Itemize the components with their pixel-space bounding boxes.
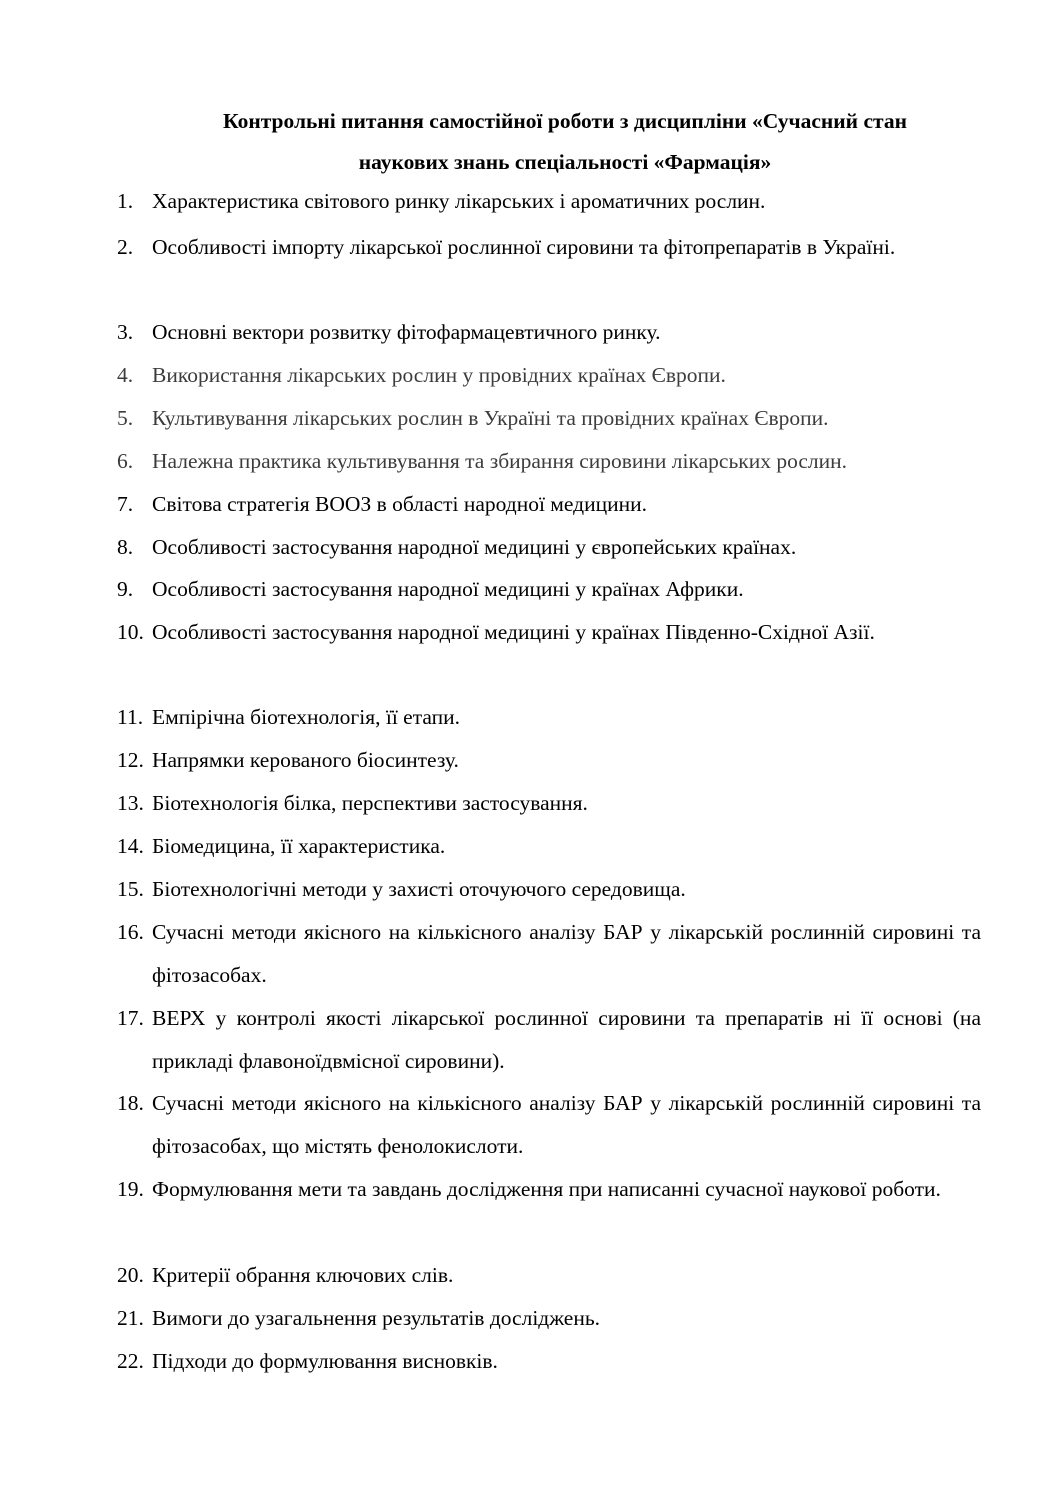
page-title (150, 101, 980, 183)
question-text: Вимоги до узагальнення результатів досліджень. (152, 1306, 601, 1330)
question-number: 14. (117, 834, 144, 858)
question-number: 7. (117, 492, 134, 516)
question-number: 19. (117, 1177, 144, 1201)
question-number: 2. (117, 235, 134, 259)
question-number: 21. (117, 1306, 144, 1330)
question-text: Біотехнологічні методи у захисті оточуючого середовища. (152, 877, 686, 901)
question-number: 18. (117, 1091, 144, 1115)
question-text: Біомедицина, її характеристика. (152, 834, 446, 858)
question-number: 6. (117, 449, 134, 473)
question-number: 10. (117, 620, 144, 644)
question-text: Емпірічна біотехнологія, її етапи. (152, 705, 461, 729)
question-text: Культивування лікарських рослин в Україні та провідних країнах Європи. (152, 406, 829, 430)
question-text: Належна практика культивування та збирання сировини лікарських рослин. (152, 449, 848, 473)
question-text: ВЕРХ у контролі якості лікарської рослинної сировини та препаратів ні її основі (на прикладі флавоноїдвмісної сировини). (152, 1006, 981, 1073)
question-number: 22. (117, 1349, 144, 1373)
question-number: 12. (117, 748, 144, 772)
question-number: 20. (117, 1263, 144, 1287)
question-number: 15. (117, 877, 144, 901)
question-number: 8. (117, 535, 134, 559)
question-text: Сучасні методи якісного на кількісного аналізу БАР у лікарській рослинній сировині та фітозасобах, що містять фенолокислоти. (152, 1091, 981, 1158)
question-number: 11. (117, 705, 144, 729)
question-text: Критерії обрання ключових слів. (152, 1263, 454, 1287)
question-number: 9. (117, 577, 134, 601)
question-number: 13. (117, 791, 144, 815)
question-text: Світова стратегія ВООЗ в області народної медицини. (152, 492, 648, 516)
title-line-2: наукових знань спеціальності «Фармація» (358, 150, 772, 174)
question-text: Особливості імпорту лікарської рослинної сировини та фітопрепаратів в Україні. (152, 235, 896, 259)
question-text: Особливості застосування народної медицині у країнах Африки. (152, 577, 744, 601)
question-text: Напрямки керованого біосинтезу. (152, 748, 459, 772)
question-text: Характеристика світового ринку лікарських і ароматичних рослин. (152, 189, 766, 213)
question-text: Основні вектори розвитку фітофармацевтичного ринку. (152, 320, 661, 344)
question-text: Використання лікарських рослин у провідних країнах Європи. (152, 363, 726, 387)
question-number: 5. (117, 406, 134, 430)
question-text: Сучасні методи якісного на кількісного аналізу БАР у лікарській рослинній сировині та фітозасобах. (152, 920, 981, 987)
question-number: 4. (117, 363, 134, 387)
title-line-1: Контрольні питання самостійної роботи з дисципліни «Сучасний стан (223, 109, 907, 133)
question-number: 1. (117, 189, 134, 213)
question-text: Біотехнологія білка, перспективи застосування. (152, 791, 588, 815)
question-number: 3. (117, 320, 134, 344)
question-text: Підходи до формулювання висновків. (152, 1349, 498, 1373)
question-text: Особливості застосування народної медицині у європейських країнах. (152, 535, 797, 559)
question-number: 17. (117, 1006, 144, 1030)
question-text: Особливості застосування народної медицині у країнах Південно-Східної Азії. (152, 620, 875, 644)
question-text: Формулювання мети та завдань дослідження при написанні сучасної наукової роботи. (152, 1177, 941, 1201)
question-number: 16. (117, 920, 144, 944)
